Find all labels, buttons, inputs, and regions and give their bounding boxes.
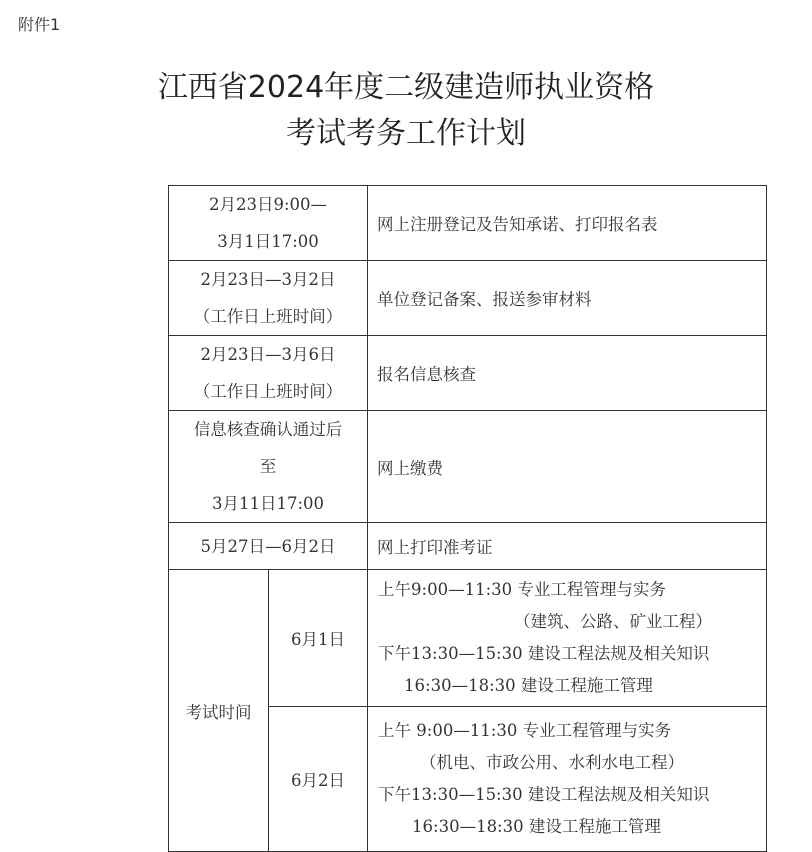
exam-line: 下午13:30—15:30 建设工程法规及相关知识 bbox=[378, 785, 710, 804]
date-cell bbox=[169, 523, 368, 570]
date-line: 3月11日17:00 bbox=[211, 494, 325, 513]
document-title-line1: 江西省2024年度二级建造师执业资格 bbox=[157, 70, 655, 105]
date-line: 至 bbox=[259, 457, 277, 476]
task-cell: 报名信息核查 bbox=[368, 336, 767, 411]
exam-line: 上午 9:00—11:30 专业工程管理与实务 bbox=[378, 721, 672, 740]
date-cell bbox=[169, 336, 368, 411]
date-line: 2月23日—3月2日 bbox=[200, 270, 336, 289]
exam-row-day1 bbox=[169, 570, 767, 707]
date-line: 信息核查确认通过后 bbox=[193, 420, 343, 439]
date-line: 5月27日—6月2日 bbox=[200, 536, 336, 556]
schedule-row bbox=[169, 523, 767, 570]
date-line: （工作日上班时间） bbox=[193, 382, 343, 401]
exam-subjects bbox=[368, 707, 767, 852]
exam-line: 下午13:30—15:30 建设工程法规及相关知识 bbox=[378, 644, 710, 663]
task-cell: 单位登记备案、报送参审材料 bbox=[368, 261, 767, 336]
schedule-row bbox=[169, 186, 767, 261]
attachment-label: 附件1 bbox=[18, 15, 61, 34]
task-cell: 网上打印准考证 bbox=[368, 523, 767, 570]
schedule-row bbox=[169, 411, 767, 523]
exam-line: 16:30—18:30 建设工程施工管理 bbox=[412, 817, 661, 836]
exam-time-label: 考试时间 bbox=[169, 570, 269, 852]
task-cell: 网上缴费 bbox=[368, 411, 767, 523]
task-cell: 网上注册登记及告知承诺、打印报名表 bbox=[368, 186, 767, 261]
exam-day: 6月2日 bbox=[269, 707, 368, 852]
date-line: 2月23日9:00— bbox=[208, 195, 328, 214]
exam-line: （机电、市政公用、水利水电工程） bbox=[420, 753, 685, 772]
schedule-table bbox=[168, 185, 767, 852]
date-line: （工作日上班时间） bbox=[193, 307, 343, 326]
date-cell bbox=[169, 411, 368, 523]
exam-day: 6月1日 bbox=[269, 570, 368, 707]
schedule-row bbox=[169, 261, 767, 336]
schedule-row bbox=[169, 336, 767, 411]
date-line: 3月1日17:00 bbox=[217, 232, 319, 251]
date-cell bbox=[169, 261, 368, 336]
exam-subjects bbox=[368, 570, 767, 707]
date-line: 2月23日—3月6日 bbox=[200, 345, 336, 364]
date-cell bbox=[169, 186, 368, 261]
exam-line: 上午9:00—11:30 专业工程管理与实务 bbox=[378, 580, 666, 599]
exam-line: 16:30—18:30 建设工程施工管理 bbox=[404, 676, 653, 695]
document-title-line2: 考试考务工作计划 bbox=[286, 116, 526, 151]
exam-line: （建筑、公路、矿业工程） bbox=[514, 612, 713, 631]
